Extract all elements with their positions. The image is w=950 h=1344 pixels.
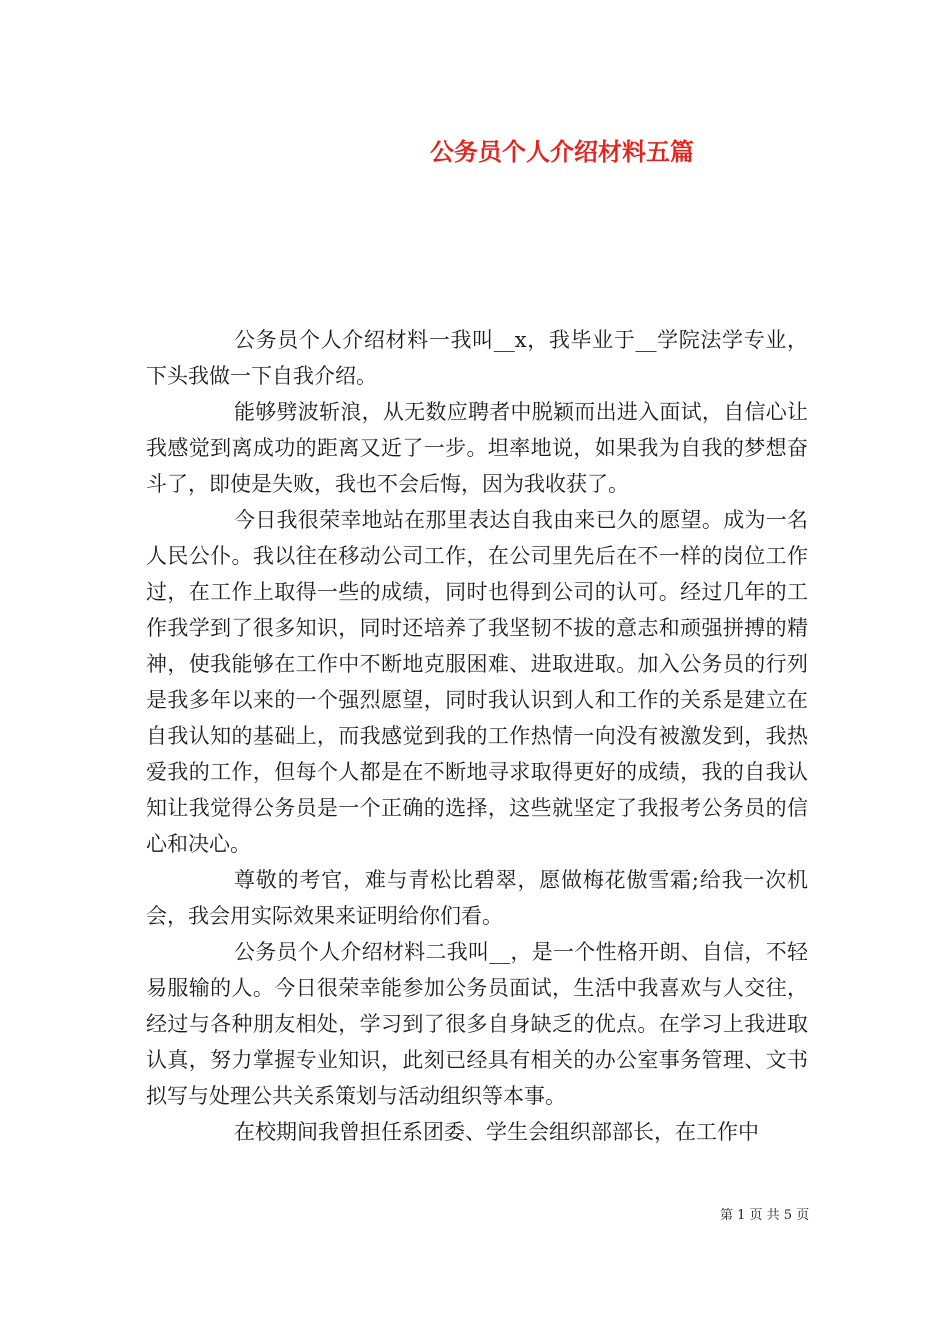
paragraph-3: 今日我很荣幸地站在那里表达自我由来已久的愿望。成为一名人民公仆。我以往在移动公司工作，在公司里先后在不一样的岗位工作过，在工作上取得一些的成绩，同时也得到公司的认可。经过几年的工作我学到了很多知识，同时还培养了我坚韧不拔的意志和顽强拼搏的精神，使我能够在工作中不断地克服困难、进取进取。加入公务员的行列是我多年以来的一个强烈愿望，同时我认识到人和工作的关系是建立在自我认知的基础上，而我感觉到我的工作热情一向没有被激发到，我热爱我的工作，但每个人都是在不断地寻求取得更好的成绩，我的自我认知让我觉得公务员是一个正确的选择，这些就坚定了我报考公务员的信心和决心。 xyxy=(146,508,808,856)
page-number-footer: 第 1 页 共 5 页 xyxy=(720,1208,810,1223)
document-body xyxy=(146,322,808,1150)
paragraph-1: 公务员个人介绍材料一我叫__x，我毕业于__学院法学专业，下头我做一下自我介绍。 xyxy=(146,328,808,388)
document-title: 公务员个人介绍材料五篇 xyxy=(430,137,694,166)
paragraph-5: 公务员个人介绍材料二我叫__，是一个性格开朗、自信，不轻易服输的人。今日很荣幸能参加公务员面试，生活中我喜欢与人交往，经过与各种朋友相处，学习到了很多自身缺乏的优点。在学习上我进取认真，努力掌握专业知识，此刻已经具有相关的办公室事务管理、文书拟写与处理公共关系策划与活动组织等本事。 xyxy=(146,940,808,1108)
paragraph-4: 尊敬的考官，难与青松比碧翠，愿做梅花傲雪霜;给我一次机会，我会用实际效果来证明给你们看。 xyxy=(146,868,808,928)
paragraph-6: 在校期间我曾担任系团委、学生会组织部部长，在工作中 xyxy=(234,1120,759,1144)
paragraph-2: 能够劈波斩浪，从无数应聘者中脱颖而出进入面试，自信心让我感觉到离成功的距离又近了一步。坦率地说，如果我为自我的梦想奋斗了，即使是失败，我也不会后悔，因为我收获了。 xyxy=(146,400,808,496)
